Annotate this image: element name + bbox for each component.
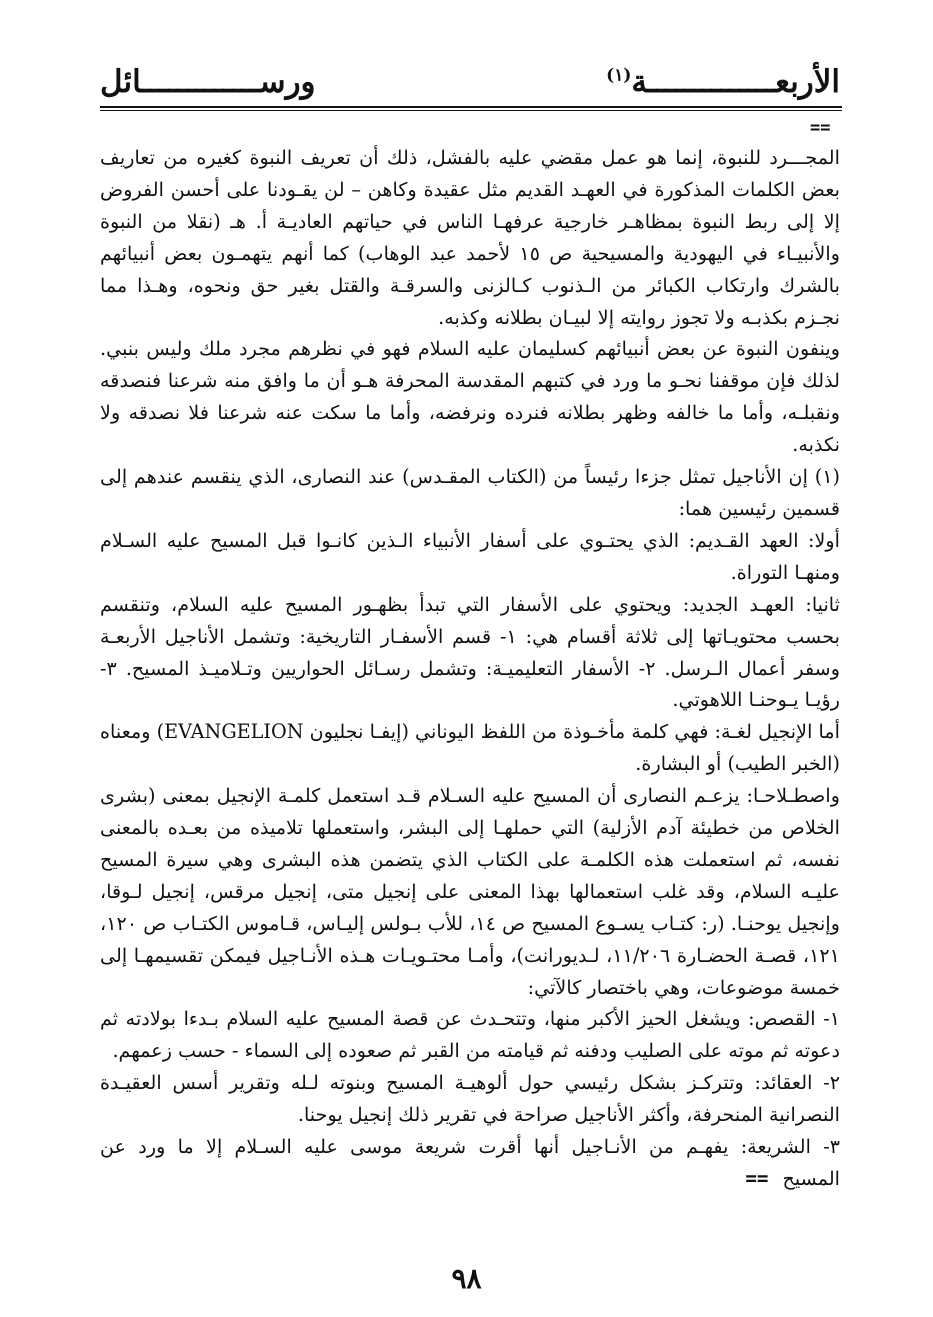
paragraph: ثانيا: العهـد الجديد: ويحتوي على الأسفار التي تبدأ بظهـور المسيح عليه السلام، وتنقسم بحسب محتويـاتها إلى ثلاثة أقسام هي: ١- قسم الأسفـار التاريخية: وتشمل الأناجيل الأربعـة وسفر أعمال الـرسل. ٢- الأسفار التعليميـة: وتشمل رسـائل الحواريين وتـلاميـذ المسيح. ٣- رؤيـا يـوحنـا اللاهوتي. — [100, 592, 840, 712]
footnote-paragraph: (١) إن الأناجيل تمثل جزءا رئيساً من (الكتاب المقـدس) عند النصارى، الذي ينقسم عندهم إلى قسمين رئيسين هما: — [100, 465, 840, 520]
end-mark: == — [745, 1167, 769, 1190]
running-header — [100, 38, 840, 98]
header-word-right: الأربعــــــــــــــة$^{(١)}$ — [606, 64, 840, 100]
paragraph: ١- القصص: ويشغل الحيز الأكبر منها، وتتحـدث عن قصة المسيح عليه السلام بـدءا بولادته ثم دعوته ثم موته على الصليب ودفنه ثم قيامته من القبر ثم صعوده إلى السماء - حسب زعمهم. — [100, 1007, 840, 1063]
paragraph: أولا: العهد القـديم: الذي يحتـوي على أسفار الأنبياء الـذين كانـوا قبل المسيح عليه السـلام ومنهـا التوراة. — [100, 528, 840, 584]
paragraph: أما الإنجيل لغـة: فهي كلمة مأخـوذة من اللفظ اليوناني (إيفـا نجليون EVANGELION) ومعناه (الخبر الطيب) أو البشارة. — [100, 720, 840, 776]
header-footnote-ref: (١) — [606, 65, 632, 86]
paragraph: ٢- العقائد: وتتركـز بشكل رئيسي حول ألوهيـة المسيح وبنوته لـله وتقرير أسس العقيـدة النصرانية المنحرفة، وأكثر الأناجيل صراحة في تقرير ذلك إنجيل يوحنا. — [100, 1071, 840, 1127]
paragraph: واصطـلاحـا: يزعـم النصارى أن المسيح عليه السـلام قـد استعمل كلمـة الإنجيل بمعنى (بشرى الخلاص من خطيئة آدم الأزلية) التي حملهـا إلى البشر، واستعملها تلاميذه من بعـده بالمعنى نفسه، ثم استعملت هذه الكلمـة على الكتاب الذي يتضمن هذه البشرى وهي سيرة المسيح عليـه السلام، وقد غلب استعمالها بهذا المعنى على إنجيل متى، إنجيل مرقس، إنجيل لـوقا، وإنجيل يوحنـا. (ر: كتـاب يسـوع المسيح ص ١٤، للأب بـولس إليـاس، قـاموس الكتـاب ص ١٢٠، ١٢١، قصـة الحضـارة ١١/٢٠٦، لـديورانت)، وأمـا محتـويـات هـذه الأنـاجيل فيمكن تقسيمهـا إلى خمسة موضوعات، وهي باختصار كالآتي: — [100, 784, 840, 999]
paragraph: المجـــرد للنبوة، إنما هو عمل مقضي عليه بالفشل، ذلك أن تعريف النبوة كغيره من تعاريف بعض الكلمات المذكورة في العهـد القديم مثل عقيدة وكاهن – لن يقـودنا على أحسن الفروض إلا إلى ربط النبوة بمظاهـر خارجية عرفهـا الناس في حياتهم العاديـة أ. هـ (نقلا من النبوة والأنبيـاء في اليهودية والمسيحية ص ١٥ لأحمد عبد الوهاب) كما أنهم يتهمـون بعض أنبيائهم بالشرك وارتكاب الكبائر من الـذنوب كـالزنى والسرقـة والقتل بغير حق ونحوه، وهـذا مما نجـزم بكذبـه ولا تجوز روايته إلا لبيـان بطلانه وكذبه. — [100, 146, 840, 329]
header-rule — [100, 106, 842, 108]
paragraph-last — [100, 1131, 840, 1195]
header-word-left: ورســـــــــــــائل — [100, 64, 316, 100]
paragraph-text: ٣- الشريعة: يفهـم من الأنـاجيل أنها أقرت شريعة موسى عليه السـلام إلا ما ورد عن المسيح — [100, 1135, 840, 1190]
page-number: ٩٨ — [451, 1262, 482, 1295]
paragraph: وينفون النبوة عن بعض أنبيائهم كسليمان عليه السلام فهو في نظرهم مجرد ملك وليس بنبي. لذلك فإن موقفنا نحـو ما ورد في كتبهم المقدسة المحرفة هـو أن ما وافق منه شرعنا فنصدقه ونقبلـه، وأما ما خالفه وظهر بطلانه فنرده ونرفضه، وأما ما سكت عنه شرعنا فلا نصدقه ولا نكذبه. — [100, 337, 840, 457]
continuation-mark: == — [810, 118, 831, 138]
footnote-text — [100, 142, 840, 1190]
header-rule-thin — [100, 110, 842, 111]
